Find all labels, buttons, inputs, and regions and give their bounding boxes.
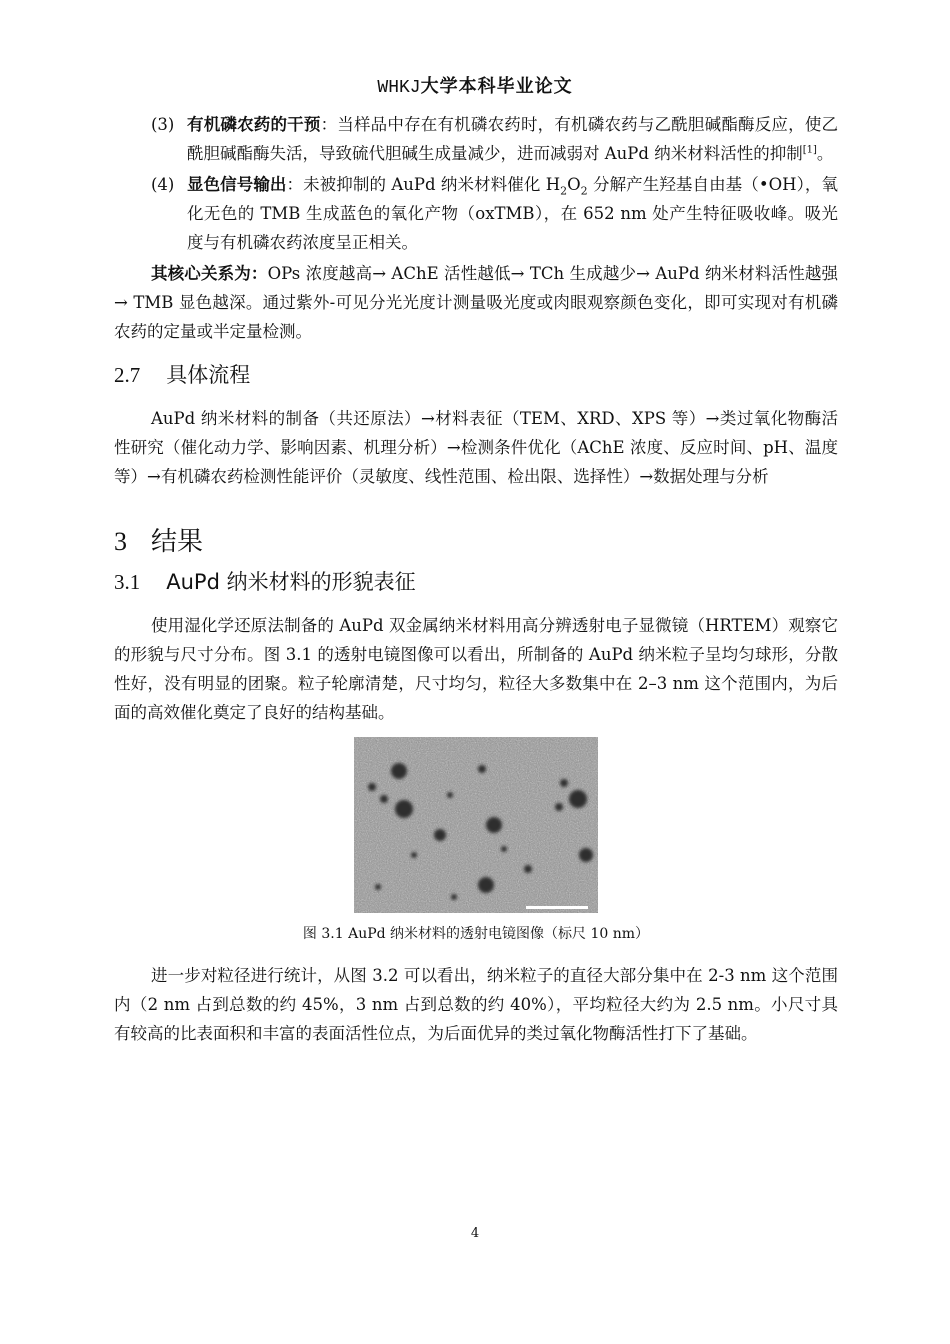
list-number: (3) [151,115,175,134]
figure-caption: 图 3.1 AuPd 纳米材料的透射电镜图像（标尺 10 nm） [302,926,650,942]
list-item-4 [114,170,838,257]
flow-paragraph: AuPd 纳米材料的制备（共还原法）→材料表征（TEM、XRD、XPS 等）→类过氧化物酶活性研究（催化动力学、影响因素、机理分析）→检测条件优化（AChE 浓度、反应时间、pH、温度等）→有机磷农药检测性能评价（灵敏度、线性范围、检出限、选择性）→数据处理与分析 [114,409,838,486]
subscript: 2 [580,184,588,198]
formula-part: O [567,175,581,194]
core-relation-paragraph [114,259,838,346]
list-item-text: ：未被抑制的 AuPd 纳米材料催化 H [286,175,561,194]
list-item-3 [114,110,838,168]
citation-ref: [1] [802,144,817,156]
section-number: 3.1 [114,570,141,594]
scale-bar [526,906,588,909]
chapter-number: 3 [114,527,127,556]
core-relation-text: OPs 浓度越高→ AChE 活性越低→ TCh 生成越少→ AuPd 纳米材料活性越强→ TMB 显色越深。通过紫外-可见分光光度计测量吸光度或肉眼观察颜色变化，即可实现对有机磷农药的定量或半定量检测。 [114,264,838,341]
header-thesis-type: 大学本科毕业论文 [420,76,573,97]
figure-3-1 [114,737,838,945]
section-title: 具体流程 [166,363,251,387]
tem-image [354,737,598,913]
core-relation-label: 其核心关系为： [151,264,268,283]
list-item-title: 显色信号输出 [187,175,287,194]
section-heading-2-7 [114,360,838,390]
list-number: (4) [151,175,175,194]
list-item-title: 有机磷农药的干预 [187,115,321,134]
list-item-end: 。 [816,144,834,163]
subscript: 2 [560,184,568,198]
section-heading-3-1 [114,567,838,597]
chapter-title: 结果 [151,527,204,557]
size-statistics-paragraph: 进一步对粒径进行统计，从图 3.2 可以看出，纳米粒子的直径大部分集中在 2-3 nm 这个范围内（2 nm 占到总数的约 45%，3 nm 占到总数的约 40%），平均粒径大约为 2.5 nm。小尺寸具有较高的比表面积和丰富的表面活性位点，为后面优异的类过氧化物酶活性打下了基础。 [114,966,838,1043]
chapter-heading-3 [114,525,838,559]
page-number: 4 [470,1226,480,1241]
header-school-code: WHKJ [377,78,421,98]
main-content [114,110,838,1048]
list-item-text: ：当样品中存在有机磷农药时，有机磷农药与乙酰胆碱酯酶反应，使乙酰胆碱酯酶失活，导致硫代胆碱生成量减少，进而减弱对 AuPd 纳米材料活性的抑制 [187,115,839,163]
running-header [0,72,950,98]
section-title: AuPd 纳米材料的形貌表征 [166,570,416,594]
section-number: 2.7 [114,363,141,387]
list-item-text: 分解产生羟基自由基（•OH），氧化无色的 TMB 生成蓝色的氧化产物（oxTMB），在 652 nm 处产生特征吸收峰。吸光度与有机磷农药浓度呈正相关。 [187,175,838,252]
morphology-paragraph: 使用湿化学还原法制备的 AuPd 双金属纳米材料用高分辨透射电子显微镜（HRTEM）观察它的形貌与尺寸分布。图 3.1 的透射电镜图像可以看出，所制备的 AuPd 纳米粒子呈均匀球形，分散性好，没有明显的团聚。粒子轮廓清楚，尺寸均匀，粒径大多数集中在 2–3 nm 这个范围内，为后面的高效催化奠定了良好的结构基础。 [114,616,838,722]
